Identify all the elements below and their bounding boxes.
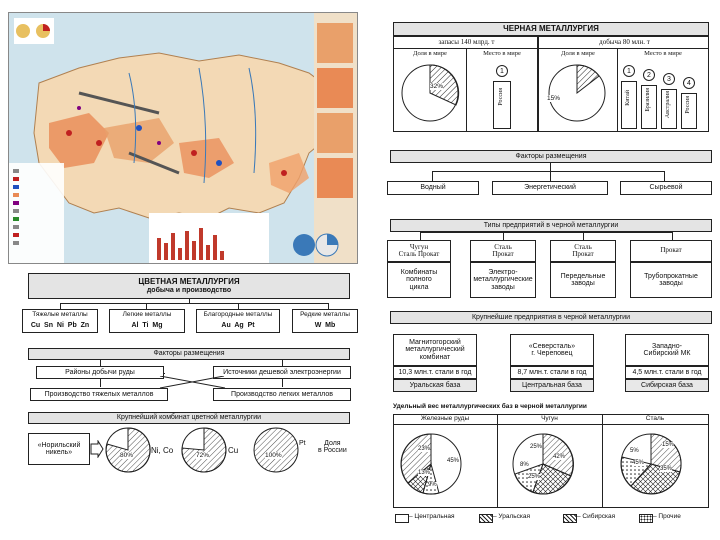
ferrous-rank-4-num: 4 xyxy=(683,77,695,89)
ferrous-type-4-body: Трубопрокатные заводы xyxy=(630,262,712,298)
ferrous-rank-4-country: Россия xyxy=(685,96,691,114)
ferrous-rank-3-country: Австралия xyxy=(665,91,671,119)
ferrous-rank-2-country: Бразилия xyxy=(645,88,651,112)
ferrous-largest-3-name: Западно- Сибирский МК xyxy=(625,334,709,366)
ferrous-type-3-body: Передельные заводы xyxy=(550,262,616,298)
nf-pie-cu-pct: 72% xyxy=(196,452,210,459)
pie-ore-label-4: 9% xyxy=(428,482,437,488)
nf-group-heavy-name: Тяжелые металлы xyxy=(32,311,88,318)
ferrous-place-world-2: Место в мире xyxy=(644,50,682,57)
ferrous-production-panel xyxy=(538,36,709,132)
ferrous-share-world-2: Доля в мире xyxy=(561,50,595,57)
pie-steel-label-3: 45% xyxy=(632,460,645,466)
ferrous-factor-water: Водный xyxy=(387,181,479,195)
nf-group-rare xyxy=(292,309,358,333)
ferrous-factor-energy: Энергетический xyxy=(492,181,608,195)
nf-pie-pt-pct: 100% xyxy=(265,452,282,459)
nf-factor-ore-regions: Районы добычи руды xyxy=(36,366,164,379)
nf-production-heavy: Производство тяжелых металлов xyxy=(30,388,168,401)
pie-steel-label-4: 5% xyxy=(630,448,639,454)
nf-pie-cu-label: Cu xyxy=(228,446,239,455)
nf-pie-cu xyxy=(182,428,226,472)
ferrous-type-2-head: Сталь Прокат xyxy=(470,240,536,262)
nf-production-light: Производство легких металлов xyxy=(213,388,351,401)
russia-metallurgy-map xyxy=(8,12,358,264)
nf-pie-nico-label: Ni, Co xyxy=(151,446,174,455)
ferrous-largest-3-stat: 4,5 млн.т. стали в год xyxy=(625,366,709,379)
ferrous-largest-1-base: Уральская база xyxy=(393,379,477,392)
map-graphic xyxy=(9,13,357,263)
nf-group-light xyxy=(109,309,185,333)
pie-pigiron-label-2: 42% xyxy=(553,454,566,460)
ferrous-largest-1-name: Магнитогорский металлургический комбинат xyxy=(393,334,477,366)
pie-steel-label-1: 15% xyxy=(662,442,675,448)
ferrous-rank-3-num: 3 xyxy=(663,73,675,85)
nf-group-rare-elems: W Mb xyxy=(314,322,336,329)
ferrous-largest-1-stat: 10,3 млн.т. стали в год xyxy=(393,366,477,379)
ferrous-rank1-bar xyxy=(493,81,511,129)
ferrous-largest-2-name: «Северсталь» г. Череповец xyxy=(510,334,594,366)
nf-group-light-name: Легкие металлы xyxy=(122,311,172,318)
ferrous-share-world-1: Доля в мире xyxy=(413,50,447,57)
ferrous-type-3-head: Сталь Прокат xyxy=(550,240,616,262)
nf-pie-nico-pct: 80% xyxy=(120,452,134,459)
ferrous-reserves: запасы 140 млрд. т xyxy=(438,38,495,46)
nf-factors-title: Факторы размещения xyxy=(28,348,350,360)
nf-pie-pt-label: Pt xyxy=(299,440,306,447)
nf-pie-pt xyxy=(254,428,298,472)
ferrous-type-1-head: Чугун Сталь Прокат xyxy=(387,240,451,262)
nf-group-rare-name: Редкие металлы xyxy=(300,311,350,318)
ferrous-pie1-pct: 32% xyxy=(430,83,444,90)
ferrous-type-1-body: Комбинаты полного цикла xyxy=(387,262,451,298)
nf-share-russia: Доля в России xyxy=(318,440,347,454)
ferrous-rank1-country: Россия xyxy=(498,88,504,106)
nf-group-noble-name: Благородные металлы xyxy=(203,311,273,318)
ferrous-rank-1-num: 1 xyxy=(623,65,635,77)
nf-pie-nico xyxy=(106,428,150,472)
pie-pigiron-label-3: 25% xyxy=(528,474,541,480)
ferrous-largest-3-base: Сибирская база xyxy=(625,379,709,392)
ferrous-factors-title: Факторы размещения xyxy=(390,150,712,163)
ferrous-type-2-body: Электро- металлургические заводы xyxy=(470,262,536,298)
pie-steel-label-2: 35% xyxy=(660,466,673,472)
pie-ore-label-1: 45% xyxy=(447,458,460,464)
share-chart-pigiron-title: Чугун xyxy=(541,415,558,422)
ferrous-production: добыча 80 млн. т xyxy=(599,38,650,46)
nf-group-noble-elems: Au Ag Pt xyxy=(221,322,255,329)
ferrous-rank1: 1 xyxy=(496,65,508,77)
ferrous-rank-1-country: Китай xyxy=(625,90,631,106)
nf-combine: «Норильский никель» xyxy=(28,433,90,465)
ferrous-largest-title: Крупнейшие предприятия в черной металлургии xyxy=(390,311,712,324)
share-chart-ore-title: Железные руды xyxy=(420,415,470,422)
pie-ore-label-3: 13% xyxy=(418,470,431,476)
legend-ural: – Уральская xyxy=(493,513,531,520)
share-legend xyxy=(393,512,709,524)
nf-arrow-icon xyxy=(90,440,104,458)
pie-ore-label-2: 23% xyxy=(418,446,431,452)
nonferrous-subtitle: добыча и производство xyxy=(146,286,232,294)
ferrous-type-4-head: Прокат xyxy=(630,240,712,262)
ferrous-reserves-pie xyxy=(400,63,460,123)
ferrous-reserves-panel xyxy=(393,36,538,132)
legend-central: – Центральная xyxy=(409,513,455,520)
nf-factor-cheap-energy: Источники дешевой электроэнергии xyxy=(213,366,351,379)
nf-group-noble xyxy=(196,309,280,333)
ferrous-place-world-1: Место в мире xyxy=(483,50,521,57)
ferrous-title xyxy=(393,22,709,36)
nf-group-heavy-elems: Cu Sn Ni Pb Zn xyxy=(30,322,90,329)
nf-group-light-elems: Al Ti Mg xyxy=(131,322,163,329)
nf-largest-title: Крупнейший комбинат цветной металлургии xyxy=(28,412,350,424)
share-chart-steel-title: Сталь xyxy=(645,415,665,422)
nonferrous-title: ЦВЕТНАЯ МЕТАЛЛУРГИЯ xyxy=(138,276,240,286)
legend-other: – Прочие xyxy=(653,513,681,520)
ferrous-types-title: Типы предприятий в черной металлургии xyxy=(390,219,712,232)
pie-pigiron-label-1: 25% xyxy=(530,444,543,450)
ferrous-share-title: Удельный вес металлургических баз в черной металлургии xyxy=(393,403,587,410)
ferrous-rank-2-num: 2 xyxy=(643,69,655,81)
ferrous-factor-raw: Сырьевой xyxy=(620,181,712,195)
ferrous-title-text: ЧЕРНАЯ МЕТАЛЛУРГИЯ xyxy=(503,23,599,33)
pie-pigiron-label-4: 8% xyxy=(520,462,529,468)
legend-siberian: – Сибирская xyxy=(577,513,616,520)
ferrous-production-pie xyxy=(547,63,607,123)
ferrous-largest-2-stat: 8,7 млн.т. стали в год xyxy=(510,366,594,379)
nf-pies xyxy=(104,426,304,476)
nf-group-heavy xyxy=(22,309,98,333)
nonferrous-title-block xyxy=(28,273,350,299)
ferrous-largest-2-base: Центральная база xyxy=(510,379,594,392)
ferrous-pie2-pct: 15% xyxy=(547,95,561,102)
